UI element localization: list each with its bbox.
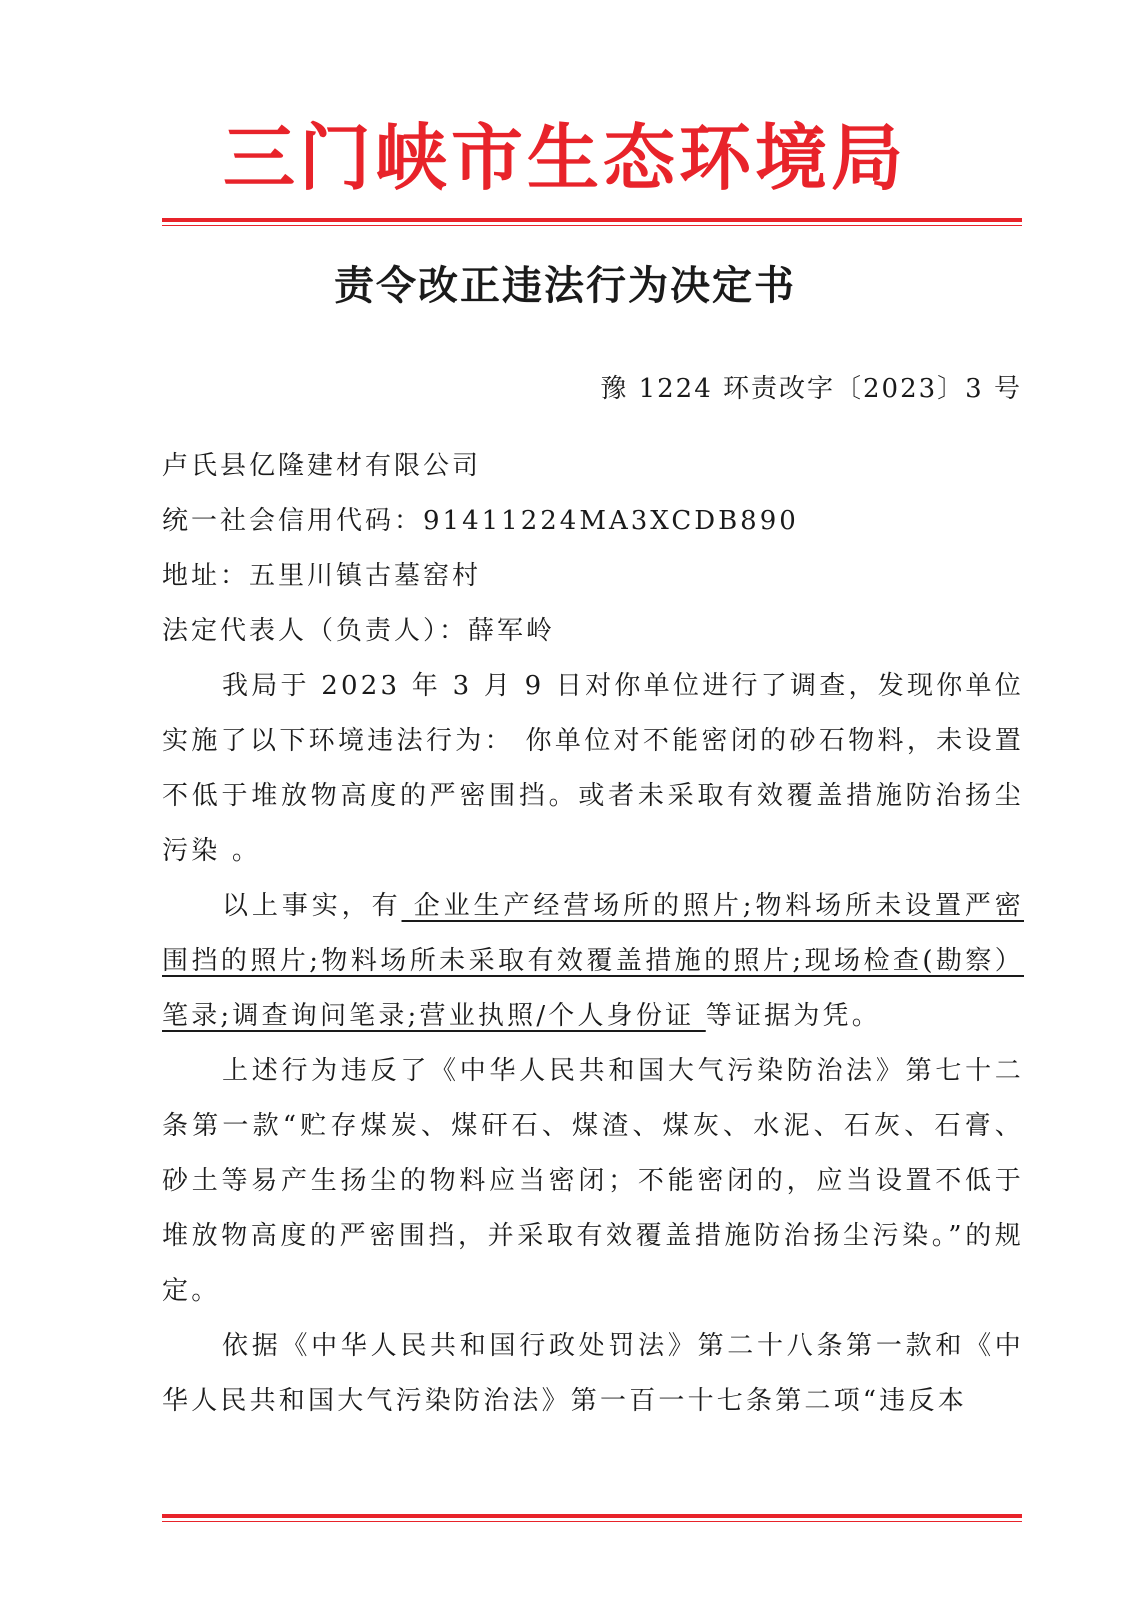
paragraph-violation: 上述行为违反了《中华人民共和国大气污染防治法》第七十二条第一款“贮存煤炭、煤矸石、煤渣、煤灰、水泥、石灰、石膏、砂土等易产生扬尘的物料应当密闭；不能密闭的，应当设置不低于堆放物高度的严密围挡，并采取有效覆盖措施防治扬尘污染。”的规定。 bbox=[162, 1056, 1024, 1306]
document-number: 豫 1224 环责改字〔2023〕3 号 bbox=[600, 374, 1022, 404]
evidence-list: 企业生产经营场所的照片;物料场所未设置严密围挡的照片;物料场所未采取有效覆盖措施的照片;现场检查(勘察）笔录;调查询问笔录;营业执照/个人身份证 bbox=[162, 891, 1024, 1031]
evidence-suffix: 等证据为凭。 bbox=[705, 1001, 881, 1031]
document-title: 责令改正违法行为决定书 bbox=[334, 262, 796, 309]
paragraph-investigation: 我局于 2023 年 3 月 9 日对你单位进行了调查，发现你单位实施了以下环境违法行为： 你单位对不能密闭的砂石物料，未设置不低于堆放物高度的严密围挡。或者未采取有效覆盖措施防治扬尘污染 。 bbox=[162, 671, 1024, 866]
party-credit-code: 统一社会信用代码：91411224MA3XCDB890 bbox=[162, 506, 799, 536]
evidence-prefix: 以上事实，有 bbox=[222, 891, 402, 921]
footer-red-rule bbox=[162, 1514, 1022, 1522]
header-red-rule bbox=[162, 218, 1022, 226]
paragraph-evidence bbox=[162, 879, 1024, 1044]
agency-header: 三门峡市生态环境局 bbox=[222, 115, 907, 200]
paragraph-legal-basis: 依据《中华人民共和国行政处罚法》第二十八条第一款和《中华人民共和国大气污染防治法》第一百一十七条第二项“违反本 bbox=[162, 1331, 1024, 1416]
party-address: 地址：五里川镇古墓窑村 bbox=[162, 561, 482, 591]
party-name: 卢氏县亿隆建材有限公司 bbox=[162, 451, 482, 481]
party-representative: 法定代表人（负责人）：薛军岭 bbox=[162, 616, 556, 646]
